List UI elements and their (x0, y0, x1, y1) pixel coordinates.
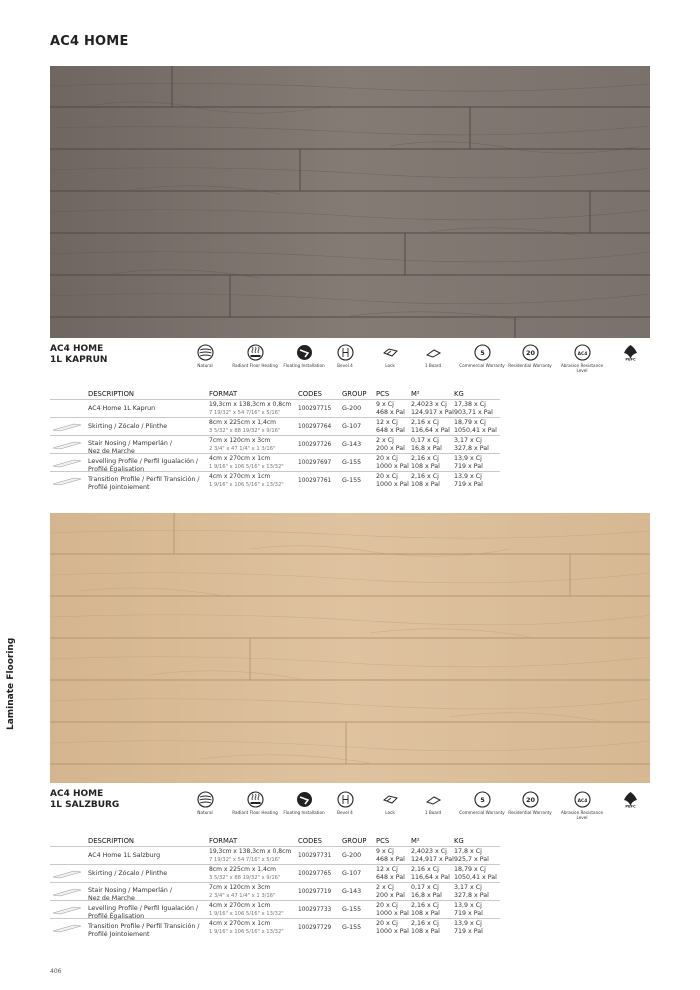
feature-floating-installation (281, 344, 327, 368)
cell-kg: 13,9 x Cj 719 x Pal (454, 455, 483, 470)
table-row (50, 417, 500, 435)
radiant-floor-heating-icon (247, 344, 264, 361)
cell-code: 100297719 (298, 889, 332, 895)
cell-kg: 3,17 x Cj 327,8 x Pal (454, 884, 489, 899)
header-codes: CODES (298, 390, 322, 398)
feature-commercial-warranty (459, 344, 505, 368)
cell-code: 100297697 (298, 460, 332, 466)
cell-pcs: 9 x Cj 468 x Pal (376, 401, 405, 416)
cell-m2: 2,4023 x Cj 124,917 x Pal (411, 848, 454, 863)
cell-format: 8cm x 225cm x 1,4cm 3 5/32" x 88 19/32" x 9/16" (209, 866, 281, 881)
table-row (50, 846, 500, 864)
feature-label: 1 Board (424, 810, 442, 815)
section-side-label: Laminate Flooring (6, 637, 16, 730)
cell-m2: 2,16 x Cj 116,64 x Pal (411, 866, 450, 881)
table-row (50, 918, 500, 936)
feature-pefc (607, 344, 653, 363)
spec-table-kaprun (50, 390, 500, 500)
cell-pcs: 20 x Cj 1000 x Pal (376, 920, 409, 935)
cell-code: 100297731 (298, 853, 332, 859)
feature-value: 5 (479, 349, 485, 357)
table-header (50, 837, 500, 846)
feature-radiant-floor-heating (232, 344, 278, 368)
header-group: GROUP (342, 837, 367, 845)
header-pcs: PCS (376, 390, 390, 398)
table-row (50, 882, 500, 900)
cell-group: G-155 (342, 906, 362, 913)
feature-value: PEFC (624, 804, 636, 808)
feature-label: Abrasion Resistance Level (560, 810, 604, 820)
cell-description: AC4 Home 1L Kaprun (88, 405, 156, 412)
feature-label: Floating Installation (283, 363, 325, 368)
one-board-icon (425, 344, 442, 361)
cell-group: G-155 (342, 477, 362, 484)
cell-m2: 0,17 x Cj 16,8 x Pal (411, 437, 442, 452)
cell-description: Transition Profile / Perfil Transición / Profilé Jointoiement (88, 476, 200, 491)
abrasion-icon (574, 344, 591, 361)
cell-group: G-107 (342, 423, 362, 430)
feature-label: Commercial Warranty (459, 363, 505, 368)
cell-description: Levelling Profile / Perfil Igualación / Profilé Égalisation (88, 458, 199, 473)
cell-pcs: 12 x Cj 648 x Pal (376, 866, 405, 881)
profile-thumbnail-icon (52, 923, 82, 933)
cell-description: Stair Nosing / Mamperlán / Nez de Marche (88, 887, 172, 902)
cell-group: G-200 (342, 405, 362, 412)
cell-kg: 13,9 x Cj 719 x Pal (454, 473, 483, 488)
one-board-icon (425, 791, 442, 808)
product-line-1: AC4 HOME (50, 789, 104, 799)
cell-pcs: 9 x Cj 468 x Pal (376, 848, 405, 863)
feature-label: Natural (197, 363, 213, 368)
feature-bevel (322, 344, 368, 368)
residential-warranty-icon (522, 791, 539, 808)
profile-thumbnail-icon (52, 869, 82, 879)
feature-lock (367, 344, 413, 368)
feature-residential-warranty (507, 791, 553, 815)
cell-code: 100297733 (298, 907, 332, 913)
cell-group: G-200 (342, 852, 362, 859)
cell-format: 4cm x 270cm x 1cm 1 9/16" x 106 5/16" x 13/32" (209, 920, 284, 935)
cell-m2: 2,4023 x Cj 124,917 x Pal (411, 401, 454, 416)
feature-one-board (410, 791, 456, 815)
cell-format: 7cm x 120cm x 3cm 2 3/4" x 47 1/4" x 1 3/16" (209, 437, 276, 452)
feature-bevel (322, 791, 368, 815)
cell-kg: 17,8 x Cj 925,7 x Pal (454, 848, 489, 863)
cell-pcs: 2 x Cj 200 x Pal (376, 884, 405, 899)
table-row (50, 864, 500, 882)
cell-m2: 2,16 x Cj 116,64 x Pal (411, 419, 450, 434)
cell-code: 100297726 (298, 442, 332, 448)
feature-value: AC4 (577, 799, 587, 804)
cell-format: 7cm x 120cm x 3cm 2 3/4" x 47 1/4" x 1 3/16" (209, 884, 276, 899)
feature-icons-kaprun (190, 344, 660, 384)
natural-icon (197, 791, 214, 808)
table-row (50, 900, 500, 918)
profile-thumbnail-icon (52, 440, 82, 450)
radiant-floor-heating-icon (247, 791, 264, 808)
header-group: GROUP (342, 390, 367, 398)
feature-label: Residential Warranty (508, 363, 552, 368)
cell-kg: 17,38 x Cj 903,71 x Pal (454, 401, 493, 416)
natural-icon (197, 344, 214, 361)
cell-m2: 2,16 x Cj 108 x Pal (411, 902, 440, 917)
cell-description: Skirting / Zócalo / Plinthe (88, 870, 168, 877)
cell-kg: 18,79 x Cj 1050,41 x Pal (454, 866, 497, 881)
feature-label: Bevel 4 (337, 363, 353, 368)
header-m2: M² (411, 837, 420, 845)
cell-kg: 13,9 x Cj 719 x Pal (454, 920, 483, 935)
cell-pcs: 20 x Cj 1000 x Pal (376, 473, 409, 488)
cell-pcs: 2 x Cj 200 x Pal (376, 437, 405, 452)
feature-value: PEFC (624, 357, 636, 361)
table-row (50, 399, 500, 417)
header-pcs: PCS (376, 837, 390, 845)
product-line-1: AC4 HOME (50, 344, 104, 354)
feature-label: Residential Warranty (508, 810, 552, 815)
cell-code: 100297715 (298, 406, 332, 412)
product-line-2: 1L SALZBURG (50, 800, 120, 810)
feature-natural (182, 791, 228, 815)
feature-label: Floating Installation (283, 810, 325, 815)
header-codes: CODES (298, 837, 322, 845)
cell-group: G-155 (342, 459, 362, 466)
feature-lock (367, 791, 413, 815)
table-header (50, 390, 500, 399)
profile-thumbnail-icon (52, 422, 82, 432)
lock-icon (382, 791, 399, 808)
profile-thumbnail-icon (52, 458, 82, 468)
cell-code: 100297764 (298, 424, 332, 430)
cell-format: 19,3cm x 138,3cm x 0,8cm 7 19/32" x 54 7/16" x 5/16" (209, 848, 292, 863)
cell-code: 100297761 (298, 478, 332, 484)
cell-format: 8cm x 225cm x 1,4cm 3 5/32" x 88 19/32" x 9/16" (209, 419, 281, 434)
table-row (50, 471, 500, 489)
feature-value: AC4 (577, 352, 587, 357)
feature-one-board (410, 344, 456, 368)
commercial-warranty-icon (474, 791, 491, 808)
feature-abrasion (559, 344, 605, 373)
feature-icons-salzburg (190, 791, 660, 831)
profile-thumbnail-icon (52, 887, 82, 897)
abrasion-icon (574, 791, 591, 808)
cell-format: 19,3cm x 138,3cm x 0,8cm 7 19/32" x 54 7/16" x 5/16" (209, 401, 292, 416)
header-kg: KG (454, 390, 464, 398)
feature-label: Abrasion Resistance Level (560, 363, 604, 373)
residential-warranty-icon (522, 344, 539, 361)
header-description: DESCRIPTION (88, 390, 135, 398)
bevel-icon (337, 344, 354, 361)
page-title: AC4 HOME (50, 34, 129, 49)
cell-description: Transition Profile / Perfil Transición / Profilé Jointoiement (88, 923, 200, 938)
cell-group: G-107 (342, 870, 362, 877)
feature-label: Commercial Warranty (459, 810, 505, 815)
feature-label: Radiant Floor Heating (232, 810, 278, 815)
cell-kg: 18,79 x Cj 1050,41 x Pal (454, 419, 497, 434)
cell-description: AC4 Home 1L Salzburg (88, 852, 161, 859)
cell-pcs: 20 x Cj 1000 x Pal (376, 455, 409, 470)
cell-pcs: 12 x Cj 648 x Pal (376, 419, 405, 434)
cell-description: Skirting / Zócalo / Plinthe (88, 423, 168, 430)
cell-m2: 2,16 x Cj 108 x Pal (411, 455, 440, 470)
pefc-icon (622, 791, 639, 808)
feature-commercial-warranty (459, 791, 505, 815)
product-line-2: 1L KAPRUN (50, 355, 108, 365)
profile-thumbnail-icon (52, 905, 82, 915)
header-m2: M² (411, 390, 420, 398)
header-format: FORMAT (209, 390, 238, 398)
feature-label: Bevel 4 (337, 810, 353, 815)
product-name-salzburg (50, 789, 119, 811)
cell-pcs: 20 x Cj 1000 x Pal (376, 902, 409, 917)
feature-natural (182, 344, 228, 368)
feature-label: 1 Board (424, 363, 442, 368)
commercial-warranty-icon (474, 344, 491, 361)
page-number: 406 (50, 968, 62, 975)
feature-label: Lock (385, 810, 395, 815)
feature-radiant-floor-heating (232, 791, 278, 815)
feature-floating-installation (281, 791, 327, 815)
feature-value: 20 (525, 796, 535, 804)
product-name-kaprun (50, 344, 107, 366)
kaprun-floor-photo (50, 66, 650, 338)
feature-label: Natural (197, 810, 213, 815)
cell-format: 4cm x 270cm x 1cm 1 9/16" x 106 5/16" x 13/32" (209, 455, 284, 470)
feature-value: 5 (479, 796, 485, 804)
cell-group: G-143 (342, 441, 362, 448)
spec-table-salzburg (50, 837, 500, 947)
cell-kg: 3,17 x Cj 327,8 x Pal (454, 437, 489, 452)
feature-residential-warranty (507, 344, 553, 368)
feature-label: Radiant Floor Heating (232, 363, 278, 368)
header-description: DESCRIPTION (88, 837, 135, 845)
cell-description: Stair Nosing / Mamperlán / Nez de Marche (88, 440, 172, 455)
floating-installation-icon (296, 791, 313, 808)
header-kg: KG (454, 837, 464, 845)
cell-m2: 2,16 x Cj 108 x Pal (411, 473, 440, 488)
lock-icon (382, 344, 399, 361)
bevel-icon (337, 791, 354, 808)
cell-kg: 13,9 x Cj 719 x Pal (454, 902, 483, 917)
cell-group: G-143 (342, 888, 362, 895)
salzburg-floor-photo (50, 513, 650, 783)
pefc-icon (622, 344, 639, 361)
cell-format: 4cm x 270cm x 1cm 1 9/16" x 106 5/16" x 13/32" (209, 902, 284, 917)
feature-label: Lock (385, 363, 395, 368)
cell-description: Levelling Profile / Perfil Igualación / Profilé Égalisation (88, 905, 199, 920)
floating-installation-icon (296, 344, 313, 361)
feature-abrasion (559, 791, 605, 820)
table-row (50, 435, 500, 453)
cell-code: 100297729 (298, 925, 332, 931)
header-format: FORMAT (209, 837, 238, 845)
cell-code: 100297765 (298, 871, 332, 877)
feature-pefc (607, 791, 653, 810)
cell-format: 4cm x 270cm x 1cm 1 9/16" x 106 5/16" x 13/32" (209, 473, 284, 488)
cell-m2: 0,17 x Cj 16,8 x Pal (411, 884, 442, 899)
cell-m2: 2,16 x Cj 108 x Pal (411, 920, 440, 935)
cell-group: G-155 (342, 924, 362, 931)
profile-thumbnail-icon (52, 476, 82, 486)
table-row (50, 453, 500, 471)
feature-value: 20 (525, 349, 535, 357)
